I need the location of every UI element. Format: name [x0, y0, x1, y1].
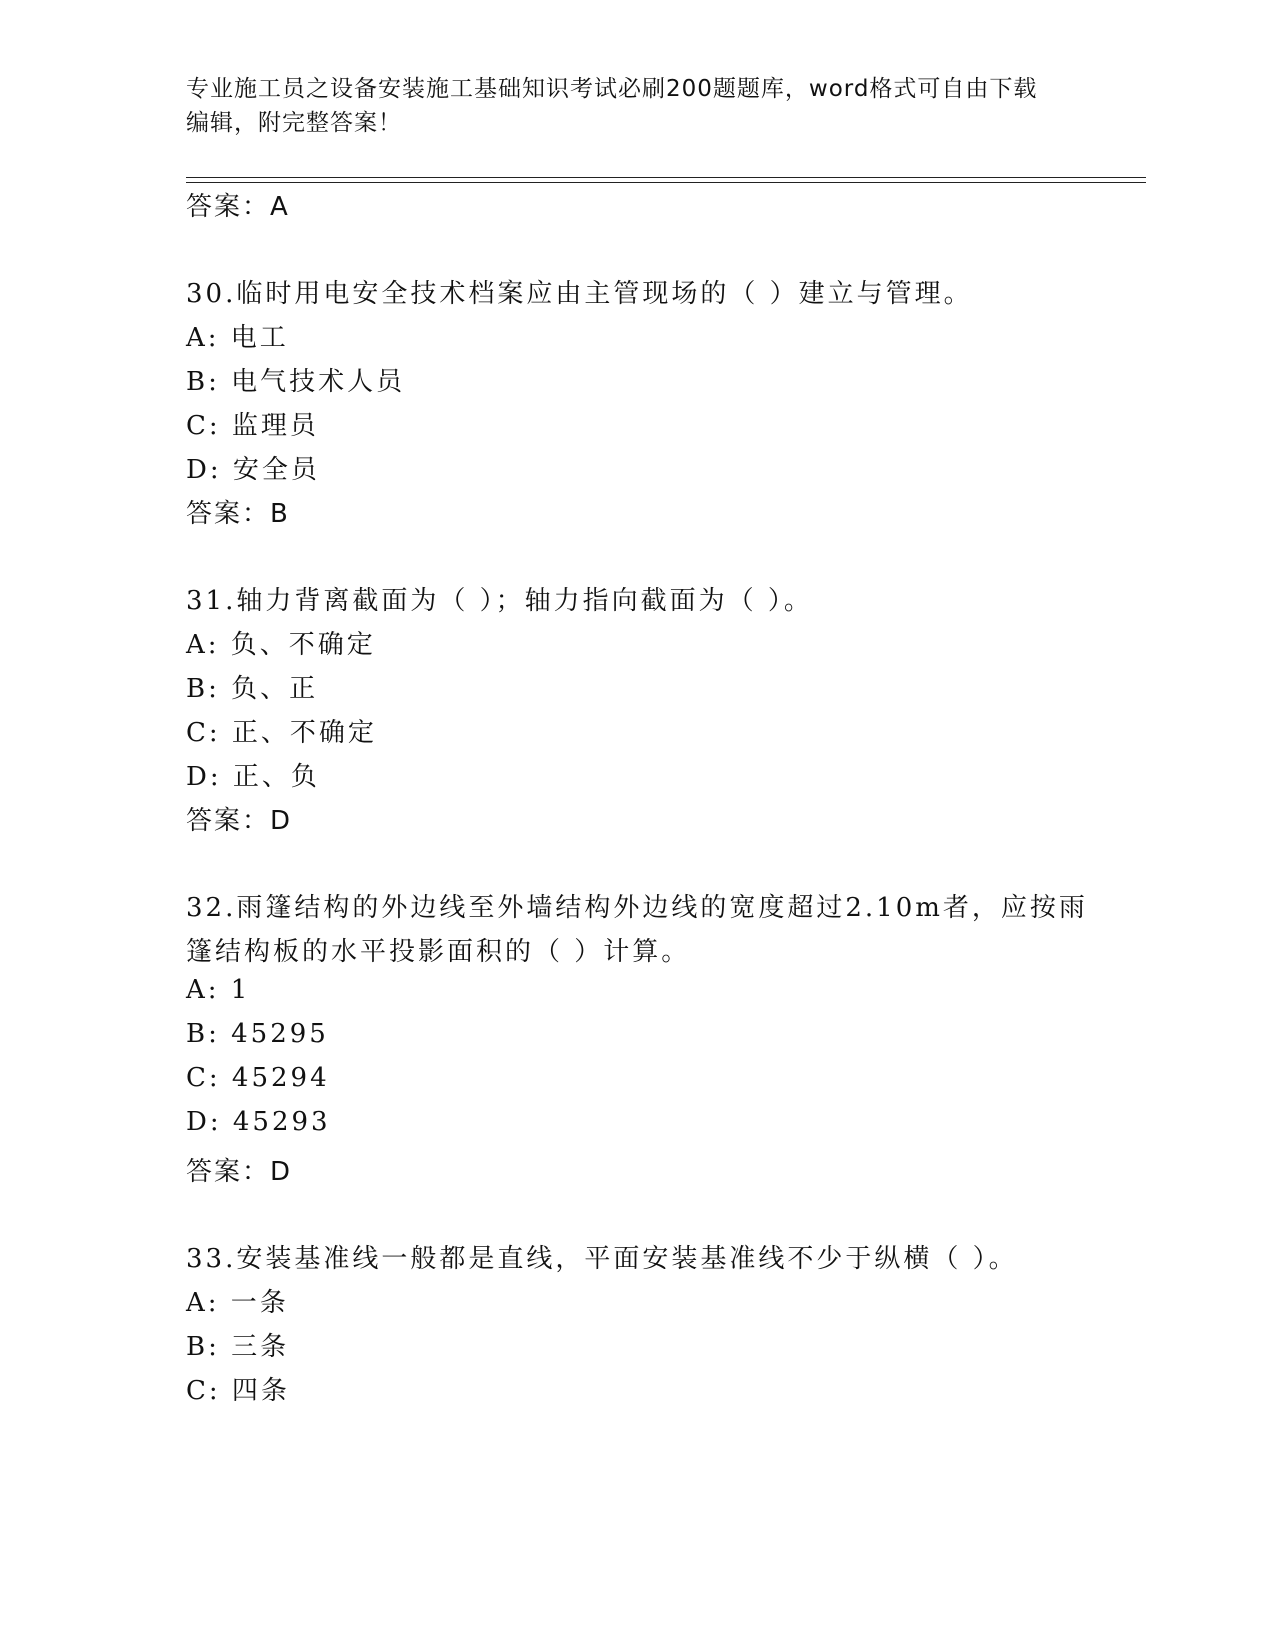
question-31-option-b: B: 负、正 — [186, 674, 319, 704]
question-33-option-a: A: 一条 — [186, 1288, 289, 1318]
question-32-option-c: C: 45294 — [186, 1063, 330, 1093]
question-32-option-b: B: 45295 — [186, 1019, 329, 1049]
answer-29: 答案：A — [186, 192, 290, 222]
header-line-1: 专业施工员之设备安装施工基础知识考试必刷200题题库，word格式可自由下载 — [186, 76, 1038, 102]
question-32-option-d: D: 45293 — [186, 1107, 331, 1137]
question-31-stem: 31.轴力背离截面为（ ）；轴力指向截面为（ ）。 — [186, 586, 813, 616]
question-32-stem-line-2: 篷结构板的水平投影面积的（ ）计算。 — [186, 937, 691, 967]
answer-32: 答案：D — [186, 1157, 293, 1187]
answer-30: 答案：B — [186, 499, 290, 529]
header-line-2: 编辑，附完整答案！ — [186, 110, 402, 136]
question-31-option-a: A: 负、不确定 — [186, 630, 376, 660]
question-33-stem: 33.安装基准线一般都是直线，平面安装基准线不少于纵横（ ）。 — [186, 1244, 1018, 1274]
question-32-stem-line-1: 32.雨篷结构的外边线至外墙结构外边线的宽度超过2.10m者，应按雨 — [186, 893, 1088, 923]
document-header — [186, 72, 1066, 140]
header-divider-top — [186, 177, 1146, 178]
question-30-option-a: A: 电工 — [186, 323, 289, 353]
question-33-option-c: C: 四条 — [186, 1376, 290, 1406]
header-divider-bottom — [186, 182, 1146, 183]
question-33-option-b: B: 三条 — [186, 1332, 290, 1362]
answer-31: 答案：D — [186, 806, 293, 836]
question-31-option-c: C: 正、不确定 — [186, 718, 377, 748]
question-31-option-d: D: 正、负 — [186, 762, 320, 792]
question-30-option-b: B: 电气技术人员 — [186, 367, 406, 397]
question-32-option-a: A: 1 — [186, 975, 251, 1005]
question-30-option-c: C: 监理员 — [186, 411, 319, 441]
question-30-option-d: D: 安全员 — [186, 455, 320, 485]
question-30-stem: 30.临时用电安全技术档案应由主管现场的（ ）建立与管理。 — [186, 279, 973, 309]
